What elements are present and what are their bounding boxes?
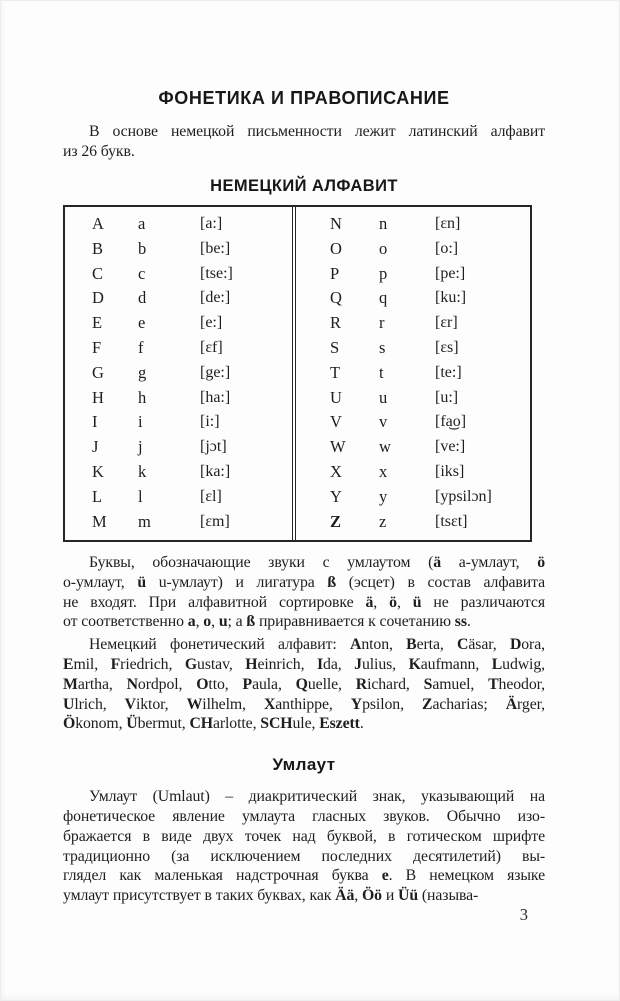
letter-lowercase: u [379, 387, 388, 407]
paragraph-line: Ulrich, Viktor, Wilhelm, Xanthippe, Ypsilon, Zacharias; Ärger, [63, 695, 545, 713]
paragraph-line: фонетическое явление умлаута гласных звуков. Обычно изо- [63, 807, 545, 825]
alphabet-table-left-column [65, 207, 293, 540]
letter-uppercase: V [330, 412, 342, 432]
letter-lowercase: e [138, 313, 146, 333]
letter-uppercase: O [330, 238, 342, 258]
letter-pronunciation: [ɛm] [200, 512, 230, 530]
alphabet-row [296, 286, 530, 311]
letter-pronunciation: [ɛn] [435, 214, 461, 232]
alphabet-row [296, 410, 530, 435]
page-content [63, 88, 545, 906]
letter-uppercase: A [92, 213, 104, 233]
alphabet-heading: НЕМЕЦКИЙ АЛФАВИТ [210, 176, 398, 195]
letter-pronunciation: [ge:] [200, 363, 231, 381]
letter-uppercase: D [92, 288, 104, 308]
letter-pronunciation: [tse:] [200, 264, 233, 282]
alphabet-row [65, 484, 292, 509]
letter-lowercase: m [138, 511, 151, 531]
letter-uppercase: I [92, 412, 98, 432]
letter-uppercase: T [330, 362, 341, 382]
letter-pronunciation: [de:] [200, 289, 231, 307]
letter-pronunciation: [i:] [200, 413, 220, 431]
alphabet-row [296, 484, 530, 509]
letter-lowercase: c [138, 263, 146, 283]
alphabet-row [296, 311, 530, 336]
letter-uppercase: S [330, 337, 340, 357]
letter-uppercase: J [92, 437, 99, 457]
letter-lowercase: b [138, 238, 147, 258]
letter-uppercase: Z [330, 511, 342, 531]
alphabet-row [65, 286, 292, 311]
letter-uppercase: G [92, 362, 104, 382]
letter-pronunciation: [ɛs] [435, 338, 459, 356]
letter-pronunciation: [ve:] [435, 438, 466, 456]
letter-uppercase: R [330, 313, 342, 333]
letter-uppercase: L [92, 486, 103, 506]
alphabet-row [296, 236, 530, 261]
alphabet-row [296, 460, 530, 485]
alphabet-row [296, 360, 530, 385]
letter-uppercase: P [330, 263, 340, 283]
letter-pronunciation: [ka:] [200, 462, 231, 480]
letter-lowercase: k [138, 461, 147, 481]
letter-pronunciation: [e:] [200, 314, 223, 332]
letter-uppercase: K [92, 461, 104, 481]
alphabet-row [65, 460, 292, 485]
letter-lowercase: q [379, 288, 388, 308]
letter-pronunciation: [ɛf] [200, 338, 223, 356]
letter-uppercase: C [92, 263, 104, 283]
alphabet-row [65, 236, 292, 261]
letter-pronunciation: [fa͜o] [435, 413, 467, 431]
letter-lowercase: w [379, 437, 391, 457]
letter-lowercase: r [379, 313, 385, 333]
letter-lowercase: i [138, 412, 143, 432]
phonetic-alphabet-paragraph [63, 635, 545, 734]
umlaut-definition-paragraph [63, 787, 545, 906]
letter-uppercase: N [330, 213, 342, 233]
alphabet-table [63, 205, 532, 542]
alphabet-row [65, 509, 292, 534]
alphabet-row [296, 385, 530, 410]
paragraph-line: бражается в виде двух точек над буквой, в готическом шрифте [63, 827, 545, 845]
letter-lowercase: z [379, 511, 387, 531]
letter-pronunciation: [u:] [435, 388, 459, 406]
intro-paragraph [63, 122, 545, 162]
letter-uppercase: M [92, 511, 107, 531]
letter-pronunciation: [ɛl] [200, 487, 222, 505]
letter-lowercase: d [138, 288, 147, 308]
alphabet-row [296, 261, 530, 286]
paragraph-line: Умлаут (Umlaut) – диакритический знак, указывающий на [89, 788, 545, 806]
letter-pronunciation: [tsɛt] [435, 512, 468, 530]
alphabet-row [65, 336, 292, 361]
letter-lowercase: v [379, 412, 388, 432]
paragraph-line: от соответственно a, o, u; а ß приравнивается к сочетанию ss. [63, 613, 471, 631]
letter-pronunciation: [ypsilɔn] [435, 487, 492, 505]
paragraph-line: В основе немецкой письменности лежит латинский алфавит [89, 123, 545, 140]
paragraph-line: глядел как маленькая надстрочная буква e. В немецком языке [63, 867, 545, 885]
alphabet-row [65, 311, 292, 336]
letter-uppercase: Y [330, 486, 342, 506]
letter-lowercase: p [379, 263, 388, 283]
alphabet-row [296, 212, 530, 237]
letter-pronunciation: [be:] [200, 239, 231, 257]
letter-uppercase: E [92, 313, 103, 333]
letter-uppercase: X [330, 461, 342, 481]
paragraph-line: традиционно (за исключением последних десятилетий) вы- [63, 847, 545, 865]
umlaut-note-paragraph [63, 553, 545, 632]
alphabet-row [296, 509, 530, 534]
alphabet-row [65, 360, 292, 385]
letter-lowercase: o [379, 238, 388, 258]
paragraph-line: из 26 букв. [63, 142, 135, 160]
letter-uppercase: F [92, 337, 102, 357]
paragraph-line: Martha, Nordpol, Otto, Paula, Quelle, Richard, Samuel, Theodor, [63, 675, 545, 693]
alphabet-row [65, 385, 292, 410]
letter-pronunciation: [iks] [435, 462, 465, 480]
page-number: 3 [519, 905, 528, 924]
alphabet-row [296, 435, 530, 460]
letter-pronunciation: [a:] [200, 214, 223, 232]
letter-pronunciation: [jɔt] [200, 438, 227, 456]
letter-uppercase: H [92, 387, 104, 407]
paragraph-line: Emil, Friedrich, Gustav, Heinrich, Ida, Julius, Kaufmann, Ludwig, [63, 655, 545, 673]
paragraph-line: о-умлаут, ü u-умлаут) и лигатура ß (эсцет) в состав алфавита [63, 573, 545, 591]
letter-uppercase: W [330, 437, 346, 457]
letter-lowercase: s [379, 337, 386, 357]
umlaut-heading: Умлаут [272, 755, 336, 775]
paragraph-line: умлаут присутствует в таких буквах, как Ää, Öö и Üü (называ- [63, 887, 479, 905]
letter-pronunciation: [ɛr] [435, 314, 458, 332]
letter-pronunciation: [pe:] [435, 264, 466, 282]
letter-uppercase: B [92, 238, 104, 258]
alphabet-row [65, 261, 292, 286]
letter-lowercase: t [379, 362, 384, 382]
paragraph-line: Буквы, обозначающие звуки с умлаутом (ä а-умлаут, ö [89, 553, 545, 571]
letter-pronunciation: [ku:] [435, 289, 467, 307]
letter-lowercase: l [138, 486, 143, 506]
letter-pronunciation: [ha:] [200, 388, 231, 406]
paragraph-line: Немецкий фонетический алфавит: Anton, Berta, Cäsar, Dora, [89, 636, 545, 654]
letter-lowercase: n [379, 213, 388, 233]
letter-uppercase: U [330, 387, 342, 407]
letter-lowercase: f [138, 337, 144, 357]
letter-lowercase: h [138, 387, 147, 407]
alphabet-row [65, 212, 292, 237]
letter-lowercase: y [379, 486, 388, 506]
alphabet-row [65, 410, 292, 435]
letter-lowercase: j [138, 437, 143, 457]
alphabet-table-right-column [295, 207, 530, 540]
letter-lowercase: g [138, 362, 147, 382]
paragraph-line: не входят. При алфавитной сортировке ä, ö, ü не различаются [63, 593, 545, 611]
alphabet-row [296, 336, 530, 361]
page-title: ФОНЕТИКА И ПРАВОПИСАНИЕ [158, 88, 450, 108]
letter-uppercase: Q [330, 288, 342, 308]
paragraph-line: Ökonom, Übermut, CHarlotte, SCHule, Eszett. [63, 715, 364, 733]
letter-lowercase: a [138, 213, 146, 233]
letter-pronunciation: [o:] [435, 239, 459, 257]
alphabet-row [65, 435, 292, 460]
letter-pronunciation: [te:] [435, 363, 462, 381]
letter-lowercase: x [379, 461, 388, 481]
